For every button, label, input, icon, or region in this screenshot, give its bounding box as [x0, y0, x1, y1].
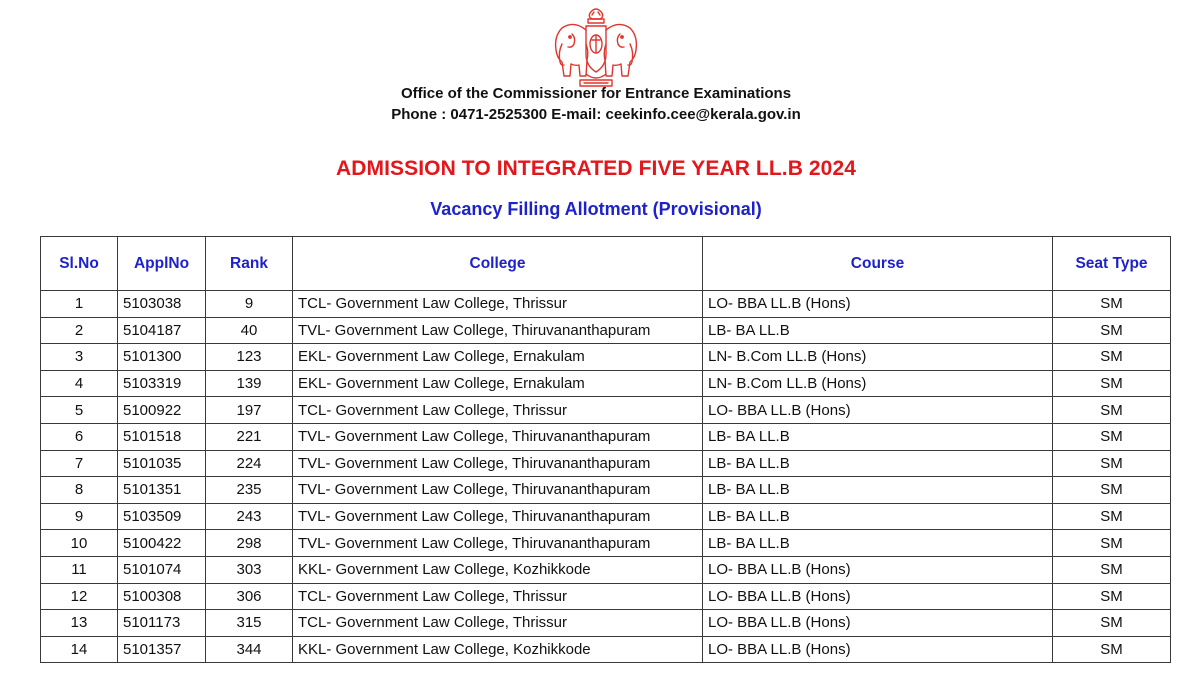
table-row [41, 583, 1171, 610]
cell-slno: 2 [41, 317, 118, 344]
cell-applno: 5101173 [118, 610, 206, 637]
cell-course: LN- B.Com LL.B (Hons) [703, 344, 1053, 371]
table-row [41, 610, 1171, 637]
cell-seat-type: SM [1053, 477, 1171, 504]
cell-rank: 40 [206, 317, 293, 344]
cell-course: LB- BA LL.B [703, 477, 1053, 504]
table-row [41, 556, 1171, 583]
cell-seat-type: SM [1053, 530, 1171, 557]
cell-college: KKL- Government Law College, Kozhikkode [293, 636, 703, 663]
cell-course: LB- BA LL.B [703, 317, 1053, 344]
cell-rank: 306 [206, 583, 293, 610]
cell-rank: 139 [206, 370, 293, 397]
cell-rank: 298 [206, 530, 293, 557]
cell-rank: 9 [206, 291, 293, 318]
table-row [41, 291, 1171, 318]
cell-rank: 315 [206, 610, 293, 637]
col-header-applno: ApplNo [118, 237, 206, 291]
cell-seat-type: SM [1053, 636, 1171, 663]
cell-slno: 8 [41, 477, 118, 504]
cell-course: LB- BA LL.B [703, 450, 1053, 477]
col-header-slno: Sl.No [41, 237, 118, 291]
table-row [41, 344, 1171, 371]
cell-applno: 5100308 [118, 583, 206, 610]
cell-rank: 221 [206, 423, 293, 450]
cell-course: LB- BA LL.B [703, 423, 1053, 450]
cell-seat-type: SM [1053, 610, 1171, 637]
cell-seat-type: SM [1053, 370, 1171, 397]
table-row [41, 397, 1171, 424]
cell-applno: 5103509 [118, 503, 206, 530]
cell-slno: 10 [41, 530, 118, 557]
cell-course: LO- BBA LL.B (Hons) [703, 556, 1053, 583]
cell-college: TVL- Government Law College, Thiruvananthapuram [293, 530, 703, 557]
cell-applno: 5100422 [118, 530, 206, 557]
table-row [41, 450, 1171, 477]
cell-college: KKL- Government Law College, Kozhikkode [293, 556, 703, 583]
cell-college: TVL- Government Law College, Thiruvananthapuram [293, 477, 703, 504]
cell-course: LO- BBA LL.B (Hons) [703, 610, 1053, 637]
table-header-row [41, 237, 1171, 291]
cell-slno: 12 [41, 583, 118, 610]
cell-applno: 5100922 [118, 397, 206, 424]
kerala-emblem-icon [550, 4, 642, 90]
table-row [41, 423, 1171, 450]
cell-course: LO- BBA LL.B (Hons) [703, 397, 1053, 424]
cell-seat-type: SM [1053, 450, 1171, 477]
cell-college: EKL- Government Law College, Ernakulam [293, 344, 703, 371]
cell-college: TCL- Government Law College, Thrissur [293, 583, 703, 610]
cell-slno: 11 [41, 556, 118, 583]
cell-slno: 5 [41, 397, 118, 424]
cell-college: EKL- Government Law College, Ernakulam [293, 370, 703, 397]
cell-college: TVL- Government Law College, Thiruvananthapuram [293, 423, 703, 450]
document-subtitle: Vacancy Filling Allotment (Provisional) [430, 199, 762, 219]
cell-college: TVL- Government Law College, Thiruvananthapuram [293, 450, 703, 477]
cell-course: LO- BBA LL.B (Hons) [703, 636, 1053, 663]
cell-applno: 5101518 [118, 423, 206, 450]
cell-seat-type: SM [1053, 423, 1171, 450]
cell-applno: 5101074 [118, 556, 206, 583]
cell-slno: 9 [41, 503, 118, 530]
cell-rank: 243 [206, 503, 293, 530]
table-row [41, 503, 1171, 530]
cell-seat-type: SM [1053, 556, 1171, 583]
col-header-seat-type: Seat Type [1053, 237, 1171, 291]
cell-rank: 344 [206, 636, 293, 663]
cell-slno: 7 [41, 450, 118, 477]
cell-rank: 303 [206, 556, 293, 583]
office-name: Office of the Commissioner for Entrance Examinations [400, 85, 792, 102]
cell-slno: 1 [41, 291, 118, 318]
cell-seat-type: SM [1053, 317, 1171, 344]
table-row [41, 530, 1171, 557]
cell-college: TVL- Government Law College, Thiruvananthapuram [293, 503, 703, 530]
cell-course: LN- B.Com LL.B (Hons) [703, 370, 1053, 397]
cell-rank: 197 [206, 397, 293, 424]
cell-college: TCL- Government Law College, Thrissur [293, 397, 703, 424]
cell-course: LB- BA LL.B [703, 503, 1053, 530]
cell-applno: 5104187 [118, 317, 206, 344]
cell-applno: 5101357 [118, 636, 206, 663]
cell-slno: 4 [41, 370, 118, 397]
cell-seat-type: SM [1053, 344, 1171, 371]
cell-seat-type: SM [1053, 583, 1171, 610]
cell-applno: 5101351 [118, 477, 206, 504]
table-row [41, 477, 1171, 504]
cell-course: LB- BA LL.B [703, 530, 1053, 557]
cell-course: LO- BBA LL.B (Hons) [703, 291, 1053, 318]
document-title: ADMISSION TO INTEGRATED FIVE YEAR LL.B 2024 [335, 157, 857, 180]
cell-applno: 5103038 [118, 291, 206, 318]
cell-rank: 224 [206, 450, 293, 477]
office-contact: Phone : 0471-2525300 E-mail: ceekinfo.cee@kerala.gov.in [391, 106, 801, 123]
cell-rank: 123 [206, 344, 293, 371]
cell-seat-type: SM [1053, 503, 1171, 530]
table-row [41, 370, 1171, 397]
cell-seat-type: SM [1053, 397, 1171, 424]
cell-slno: 6 [41, 423, 118, 450]
allotment-table [40, 236, 1171, 663]
cell-college: TCL- Government Law College, Thrissur [293, 291, 703, 318]
cell-slno: 13 [41, 610, 118, 637]
cell-applno: 5101035 [118, 450, 206, 477]
cell-college: TCL- Government Law College, Thrissur [293, 610, 703, 637]
cell-applno: 5103319 [118, 370, 206, 397]
cell-college: TVL- Government Law College, Thiruvananthapuram [293, 317, 703, 344]
cell-slno: 14 [41, 636, 118, 663]
col-header-rank: Rank [206, 237, 293, 291]
table-row [41, 317, 1171, 344]
cell-applno: 5101300 [118, 344, 206, 371]
col-header-college: College [293, 237, 703, 291]
table-row [41, 636, 1171, 663]
cell-course: LO- BBA LL.B (Hons) [703, 583, 1053, 610]
cell-slno: 3 [41, 344, 118, 371]
col-header-course: Course [703, 237, 1053, 291]
cell-seat-type: SM [1053, 291, 1171, 318]
cell-rank: 235 [206, 477, 293, 504]
